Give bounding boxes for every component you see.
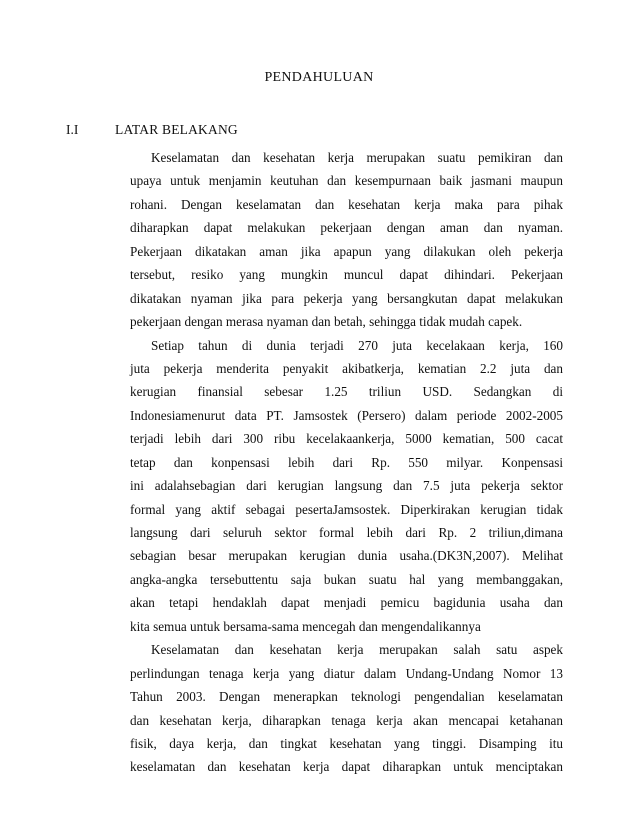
page-title: PENDAHULUAN: [264, 70, 374, 85]
text-line: kita semua untuk bersama-sama mencegah dan mengendalikannya: [130, 618, 481, 634]
paragraph-2: [130, 334, 563, 639]
text-line: Keselamatan dan kesehatan kerja merupakan suatu pemikiran dan: [151, 150, 563, 165]
text-line: keselamatan dan kesehatan kerja dapat diharapkan untuk menciptakan: [130, 759, 563, 775]
text-line: langsung dari seluruh sektor formal lebih dari Rp. 2 triliun,dimana: [130, 525, 563, 540]
text-line: tetap dan konpensasi lebih dari Rp. 550 milyar. Konpensasi: [130, 454, 563, 470]
text-line: Keselamatan dan kesehatan kerja merupakan salah satu aspek: [151, 642, 563, 658]
text-line: akan tetapi hendaklah dapat menjadi pemicu bagidunia usaha dan: [130, 595, 563, 611]
section-title: LATAR BELAKANG: [115, 122, 238, 137]
text-line: juta pekerja menderita penyakit akibatkerja, kematian 2.2 juta dan: [130, 360, 563, 376]
text-line: pekerjaan dengan merasa nyaman dan betah, sehingga tidak mudah capek.: [130, 314, 523, 330]
body-text: [130, 146, 563, 779]
text-line: Setiap tahun di dunia terjadi 270 juta kecelakaan kerja, 160: [151, 337, 563, 353]
text-line: ini adalahsebagian dari kerugian langsung dan 7.5 juta pekerja sektor: [130, 478, 563, 494]
text-line: sebagian besar merupakan kerugian dunia usaha.(DK3N,2007). Melihat: [130, 548, 563, 564]
text-line: upaya untuk menjamin keutuhan dan kesempurnaan baik jasmani maupun: [130, 173, 563, 189]
text-line: Indonesiamenurut data PT. Jamsostek (Persero) dalam periode 2002-2005: [130, 407, 563, 423]
text-line: dikatakan nyaman jika para pekerja yang bersangkutan dapat melakukan: [130, 290, 563, 306]
text-line: diharapkan dapat melakukan pekerjaan dengan aman dan nyaman.: [130, 220, 563, 236]
text-line: Tahun 2003. Dengan menerapkan teknologi pengendalian keselamatan: [130, 689, 563, 705]
text-line: perlindungan tenaga kerja yang diatur dalam Undang-Undang Nomor 13: [130, 665, 563, 681]
text-line: kerugian finansial sebesar 1.25 triliun USD. Sedangkan di: [130, 384, 563, 400]
section-number: I.I: [66, 122, 79, 137]
text-line: Pekerjaan dikatakan aman jika apapun yang dilakukan oleh pekerja: [130, 243, 563, 259]
paragraph-1: [130, 146, 563, 334]
text-line: angka-angka tersebuttentu saja bukan suatu hal yang membanggakan,: [130, 571, 563, 587]
paragraph-3: [130, 638, 563, 779]
text-line: rohani. Dengan keselamatan dan kesehatan kerja maka para pihak: [130, 196, 563, 212]
text-line: tersebut, resiko yang mungkin muncul dapat dihindari. Pekerjaan: [130, 267, 563, 283]
text-line: formal yang aktif sebagai pesertaJamsostek. Diperkirakan kerugian tidak: [130, 501, 563, 517]
text-line: dan kesehatan kerja, diharapkan tenaga kerja akan mencapai ketahanan: [130, 712, 563, 728]
text-line: fisik, daya kerja, dan tingkat kesehatan yang tinggi. Disamping itu: [130, 735, 563, 751]
text-line: terjadi lebih dari 300 ribu kecelakaankerja, 5000 kematian, 500 cacat: [130, 431, 563, 447]
